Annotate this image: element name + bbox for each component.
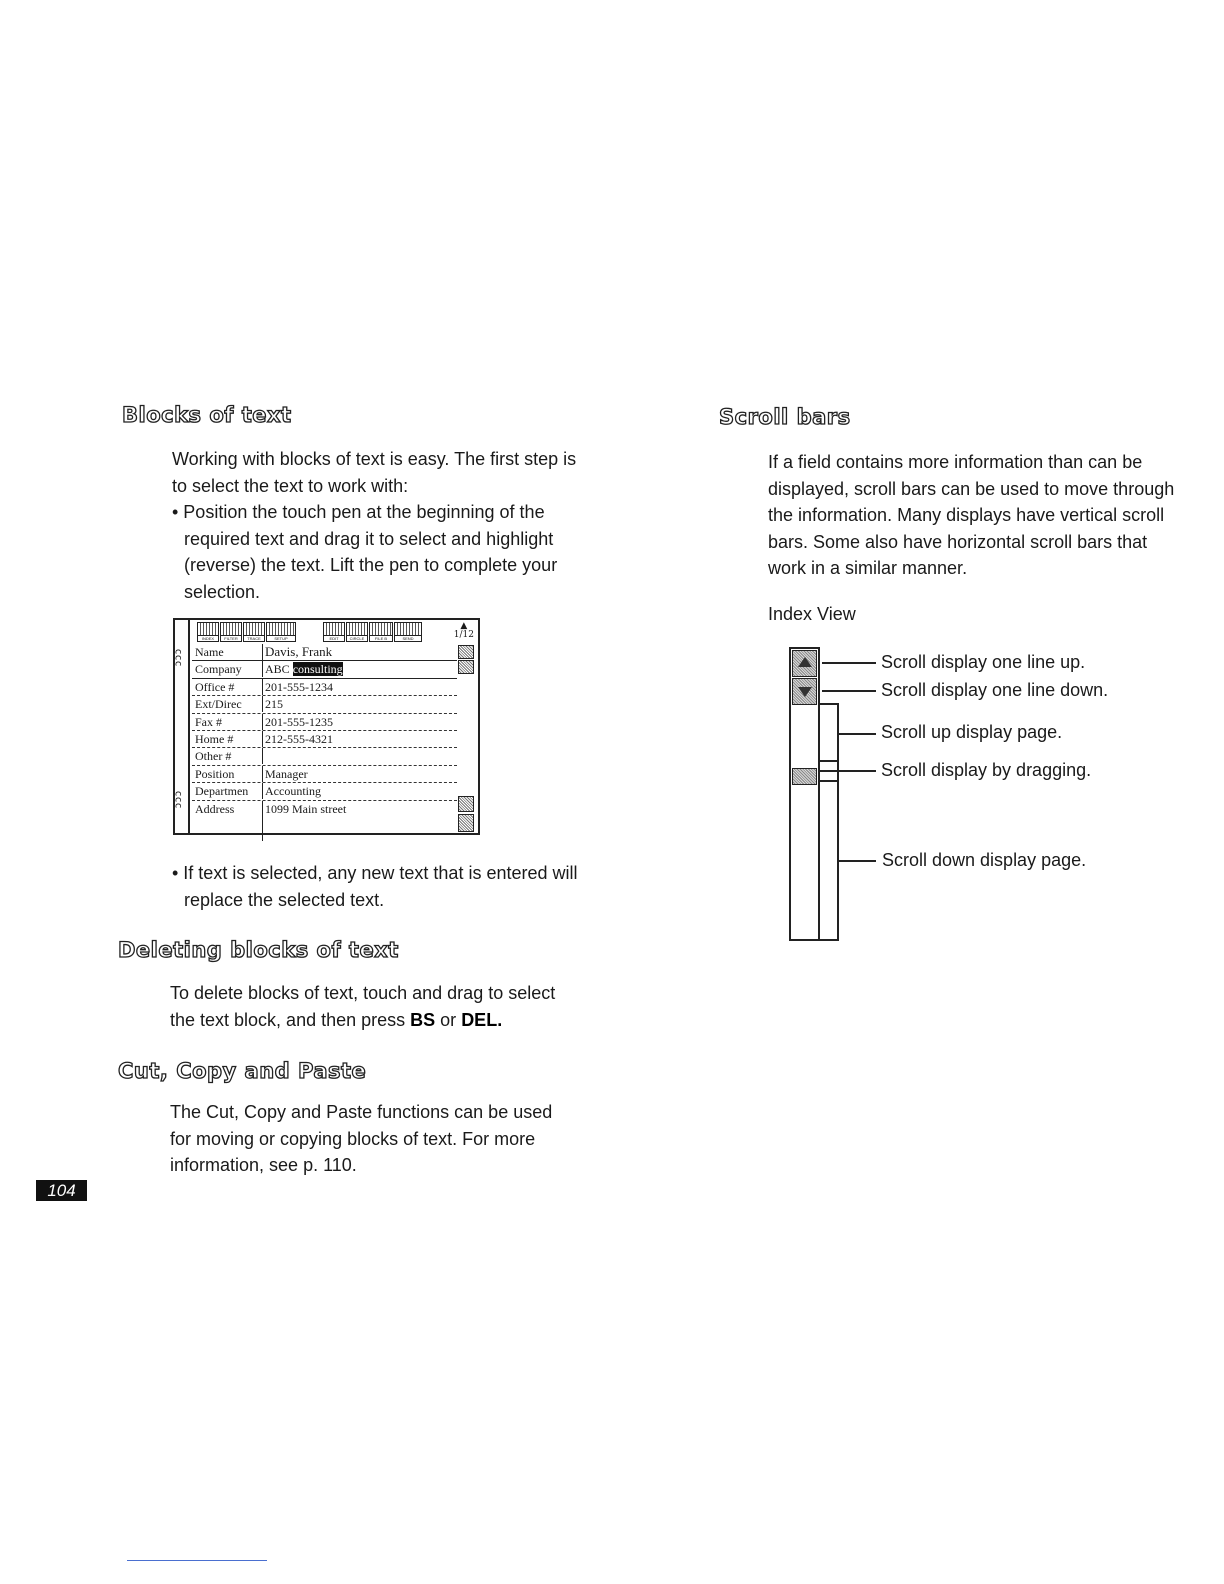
field-row[interactable]: Home # 212-555-4321	[192, 731, 457, 748]
field-row[interactable]: Company ABC consulting	[192, 661, 457, 678]
heading-scroll-bars: Scroll bars	[719, 405, 851, 429]
field-row[interactable]: Address 1099 Main street	[192, 801, 457, 841]
up-arrow-icon	[798, 657, 812, 667]
page-number: 104	[36, 1180, 87, 1201]
leader-line	[820, 703, 839, 705]
cutcopy-text	[170, 1099, 630, 1179]
text-line: the information. Many displays have vertical scroll	[768, 505, 1165, 525]
down-arrow-icon	[798, 687, 812, 697]
leader-line	[820, 770, 876, 772]
scroll-thumb[interactable]	[792, 768, 817, 785]
text-line: Working with blocks of text is easy. The first step is	[172, 449, 577, 469]
field-row[interactable]: Ext/Direc 215	[192, 696, 457, 713]
page-indicator: ▲ 1/12	[453, 621, 474, 640]
field-row[interactable]: Position Manager	[192, 766, 457, 783]
file-b-icon[interactable]: FILE B	[369, 622, 393, 642]
text-line: To delete blocks of text, touch and drag to select	[170, 983, 556, 1003]
bullet-line: replace the selected text.	[184, 889, 385, 910]
edit-icon[interactable]: EDIT	[323, 622, 345, 642]
binder-ring-icon: ccc	[172, 648, 184, 667]
record-fields	[192, 644, 457, 841]
caption-page-down: Scroll down display page.	[882, 850, 1087, 870]
scroll-down-button[interactable]	[792, 678, 817, 705]
text-line: to select the text to work with:	[172, 475, 409, 496]
field-row[interactable]: Office # 201-555-1234	[192, 679, 457, 696]
leader-line	[822, 690, 876, 692]
scroll-bar-diagram	[789, 647, 820, 941]
bullet-line: (reverse) the text. Lift the pen to complete your	[184, 555, 558, 575]
filter-icon[interactable]: FILTER	[220, 622, 242, 642]
setup-icon[interactable]: SETUP	[266, 622, 296, 642]
field-row[interactable]: Name Davis, Frank	[192, 644, 457, 661]
leader-line	[839, 860, 876, 862]
bullet-line: selection.	[184, 581, 261, 602]
circle-icon[interactable]: CIRCLE	[346, 622, 368, 642]
bullet-line: • If text is selected, any new text that is entered will	[172, 863, 578, 883]
device-screenshot	[173, 618, 480, 835]
caption-page-up: Scroll up display page.	[881, 722, 1063, 742]
text-line: work in a similar manner.	[768, 558, 968, 578]
heading-cut-copy-paste: Cut, Copy and Paste	[118, 1059, 367, 1083]
page-bracket	[820, 703, 839, 941]
scroll-bars-text	[768, 449, 1218, 582]
footer-rule	[127, 1560, 267, 1561]
binder-ring-icon: ccc	[172, 790, 184, 809]
caption-line-down: Scroll display one line down.	[881, 680, 1109, 700]
leader-line	[822, 662, 876, 664]
index-icon[interactable]: INDEX	[197, 622, 219, 642]
scroll-up-button[interactable]	[792, 650, 817, 677]
scroll-up-icon[interactable]	[458, 645, 474, 659]
page-down-icon[interactable]	[458, 814, 474, 832]
blocks-note	[172, 860, 632, 913]
text-line: displayed, scroll bars can be used to move through	[768, 478, 1175, 499]
binder-strip	[172, 620, 190, 833]
deleting-text	[170, 980, 630, 1033]
key-del: DEL.	[461, 1009, 503, 1030]
text-line: If a field contains more information than can be	[768, 452, 1143, 472]
heading-blocks-of-text: Blocks of text	[122, 403, 292, 427]
text-line: information, see p. 110.	[170, 1155, 357, 1175]
field-row[interactable]: Fax # 201-555-1235	[192, 714, 457, 731]
leader-line	[820, 780, 839, 782]
selected-text[interactable]: consulting	[292, 662, 343, 677]
key-bs: BS	[410, 1009, 436, 1030]
text-line: for moving or copying blocks of text. For more	[170, 1128, 536, 1149]
text-line: bars. Some also have horizontal scroll bars that	[768, 531, 1148, 552]
leader-line	[820, 760, 839, 762]
trace-icon[interactable]: TRACE	[243, 622, 265, 642]
field-row[interactable]: Departmen Accounting	[192, 783, 457, 800]
caption-drag: Scroll display by dragging.	[881, 760, 1092, 780]
diagram-title: Index View	[768, 604, 856, 624]
heading-deleting-blocks: Deleting blocks of text	[118, 938, 399, 962]
leader-line	[839, 733, 876, 735]
bullet-line: • Position the touch pen at the beginning of the	[172, 502, 545, 522]
send-icon[interactable]: SEND	[394, 622, 422, 642]
scroll-down-icon[interactable]	[458, 660, 474, 674]
bullet-line: required text and drag it to select and highlight	[184, 528, 554, 549]
caption-line-up: Scroll display one line up.	[881, 652, 1086, 672]
blocks-intro	[172, 446, 632, 605]
field-row[interactable]: Other #	[192, 748, 457, 765]
page-up-icon[interactable]	[458, 796, 474, 812]
text-line: The Cut, Copy and Paste functions can be used	[170, 1102, 553, 1122]
text-line: the text block, and then press BS or DEL.	[170, 1009, 503, 1030]
